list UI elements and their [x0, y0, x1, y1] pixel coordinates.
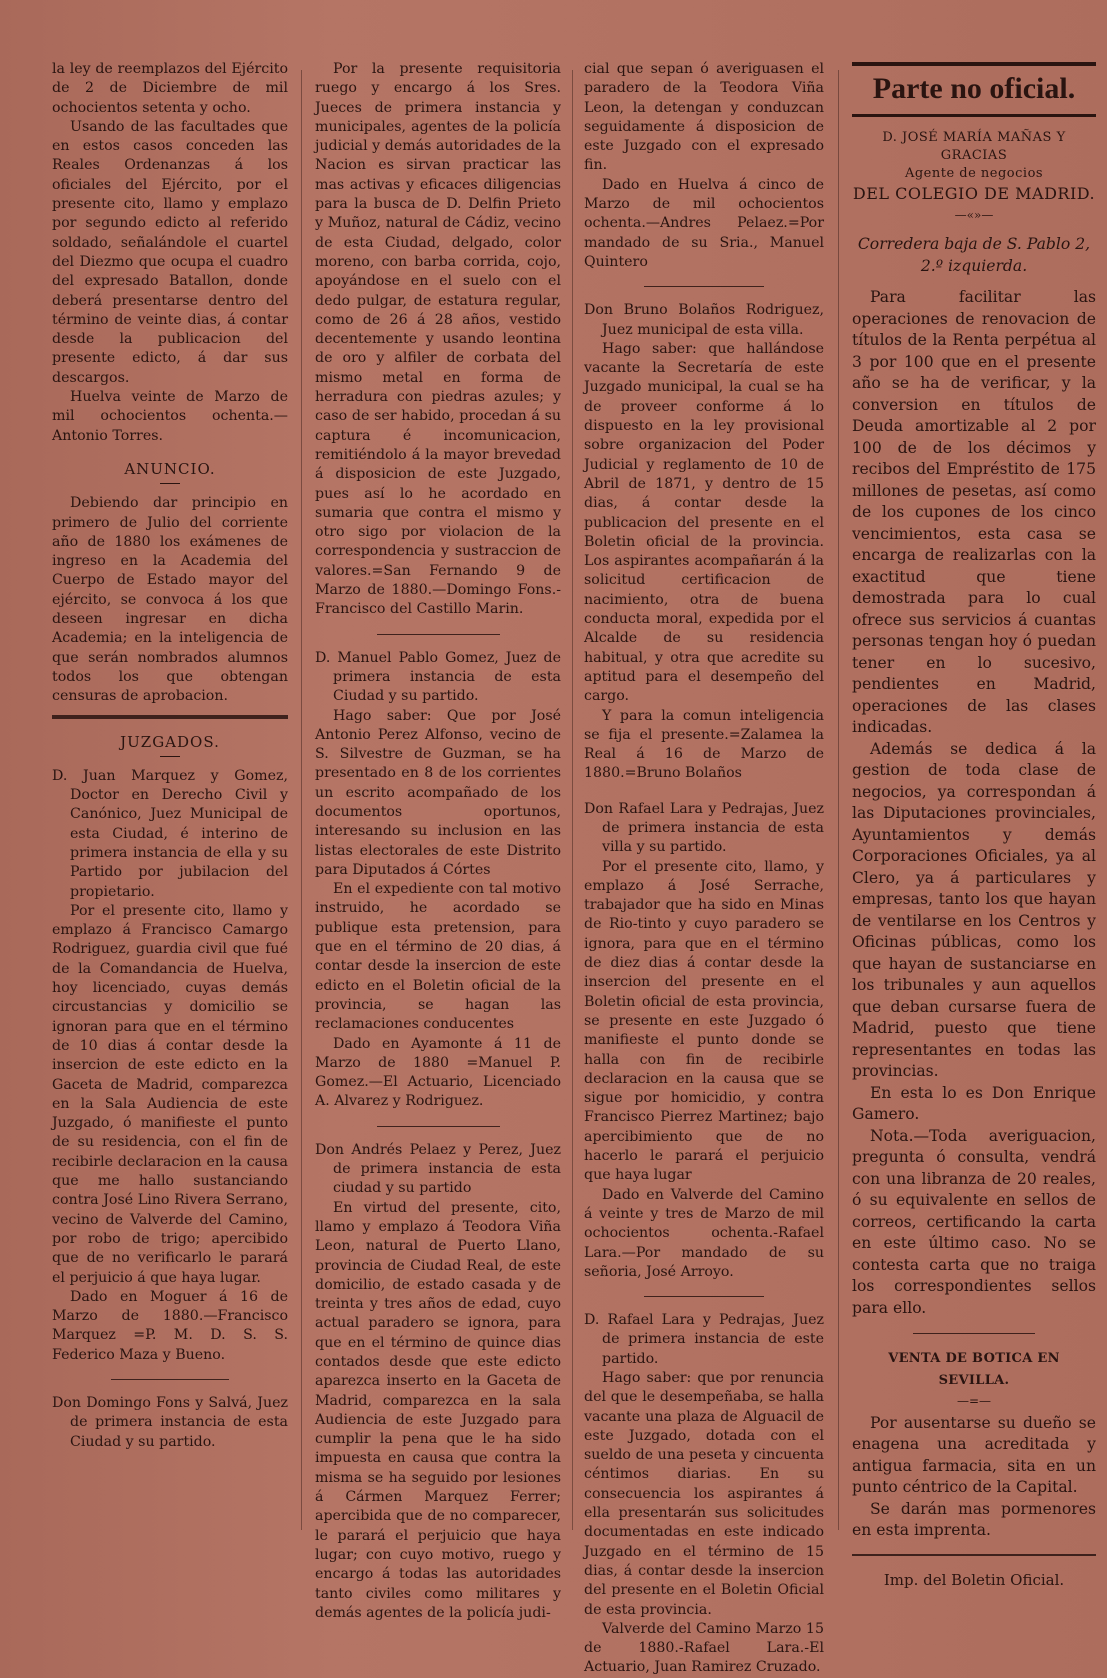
edict-header: Don Domingo Fons y Salvá, Juez de primera instancia de esta Ciudad y su partido. [52, 1395, 288, 1450]
edict-header: D. Rafael Lara y Pedrajas, Juez de primera instancia de este partido. [584, 1312, 824, 1367]
paragraph: Se darán mas pormenores en esta imprenta. [852, 1499, 1096, 1539]
agent-role: Agente de negocios [904, 166, 1044, 181]
divider [52, 715, 288, 719]
divider [377, 1126, 500, 1127]
section-heading-juzgados: JUZGADOS. [120, 732, 220, 751]
botica-heading: VENTA DE BOTICA EN SEVILLA. [888, 1351, 1060, 1388]
column-divider [838, 70, 839, 1530]
ornament: —«»— [954, 207, 994, 222]
divider [644, 1296, 764, 1297]
paragraph: Hago saber: Que por José Antonio Perez Alfonso, vecino de S. Silvestre de Guzman, se ha presentado en 8 de los corrientes un escrito acompañado de los documentos oportunos, interesando su inclusion en las listas electorales de este Distrito para Diputados á Córtes [315, 707, 561, 878]
paragraph: Dado en Ayamonte á 11 de Marzo de 1880 =Manuel P. Gomez.—El Actuario, Licenciado A. Alvarez y Rodriguez. [315, 1035, 561, 1110]
paragraph: Hago saber: que por renuncia del que le desempeñaba, se halla vacante una plaza de Alguacil de este Juzgado, dotada con el sueldo de una peseta y cincuenta céntimos diarias. En su consecuencia los aspirantes á ella presentarán sus solicitudes documentadas en este indicado Juzgado en el término de 15 dias, á contar desde la insercion del presente en el Boletin Oficial de esta provincia. [584, 1370, 824, 1618]
edict-header: Don Bruno Bolaños Rodriguez, Juez municipal de esta villa. [584, 302, 824, 338]
address: Corredera baja de S. Pablo 2, 2.º izquierda. [857, 235, 1091, 275]
section-heading-anuncio: ANUNCIO. [124, 459, 216, 478]
column-divider [572, 70, 573, 1530]
paragraph: Huelva veinte de Marzo de mil ochocientos ochenta.—Antonio Torres. [52, 389, 288, 444]
paragraph: En el expediente con tal motivo instruido, he acordado se publique esta pretension, para que en el término de 20 dias, á contar desde la insercion de este edicto en el Boletin oficial de la provincia, se hagan las reclamaciones conducentes [315, 881, 561, 1033]
agent-college: DEL COLEGIO DE MADRID. [852, 184, 1096, 203]
column-1 [52, 60, 288, 1452]
paragraph: Dado en Valverde del Camino á veinte y tres de Marzo de mil ochocientos ochenta.-Rafael Lara.—Por mandado de su señoria, José Arroyo. [584, 1186, 824, 1280]
paragraph: En virtud del presente, cito, llamo y emplazo á Teodora Viña Leon, natural de Puerto Llano, provincia de Ciudad Real, de este domicilio, de estado casada y de treinta y tres años de edad, cuyo actual paradero se ignora, para que en el término de quince dias contados desde que este edicto aparezca inserto en la Gaceta de Madrid, comparezca en la sala Audiencia de este Juzgado para cumplir la pena que le ha sido impuesta en causa que contra la misma se ha seguido por lesiones á Cármen Marquez Ferrer; apercibida que de no comparecer, le parará el perjuicio que haya lugar; con cuyo motivo, ruego y encargo á todas las autoridades tanto civiles como militares y demás agentes de la policía judi- [315, 1199, 561, 1621]
paragraph: Para facilitar las operaciones de renovacion de títulos de la Renta perpétua al 3 por 100 que en el presente año se ha de verificar, y la conversion en títulos de Deuda amortizable al 2 por 100 de de los décimos y recibos del Empréstito de 175 millones de pesetas, así como de los cupones de los cinco vencimientos, esta casa se encarga de realizarlas con la exactitud que tiene demostrada para lo cual ofrece sus servicios á cuantas personas tengan hoy ó puedan tener en lo sucesivo, pendientes en Madrid, operaciones de las clases indicadas. [852, 288, 1096, 736]
divider [111, 1379, 229, 1380]
edict-header: Don Andrés Pelaez y Perez, Juez de primera instancia de esta ciudad y su partido [315, 1141, 561, 1197]
paragraph: En esta lo es Don Enrique Gamero. [852, 1083, 1096, 1123]
divider [160, 756, 180, 757]
paragraph: Dado en Huelva á cinco de Marzo de mil ochocientos ochenta.—Andres Pelaez.=Por mandado de su Sria., Manuel Quintero [584, 176, 824, 270]
paragraph: Además se dedica á la gestion de toda clase de negocios, ya correspondan á las Diputaciones provinciales, Ayuntamientos y demás Corporaciones Oficiales, ya al Clero, ya á particulares y empresas, tanto los que hayan de ventilarse en los Centros y Oficinas públicas, como los que hayan de sustanciarse en los tribunales y aun aquellos que deban cursarse fuera de Madrid, puesto que tiene representantes en todas las provincias. [852, 739, 1096, 1080]
agent-name: D. JOSÉ MARÍA MAÑAS Y GRACIAS [882, 130, 1066, 163]
column-divider [301, 70, 302, 1530]
edict-header: Don Rafael Lara y Pedrajas, Juez de primera instancia de esta villa y su partido. [584, 800, 824, 856]
spacer [584, 784, 824, 800]
divider [160, 483, 180, 484]
paragraph: Usando de las facultades que en estos casos conceden las Reales Ordenanzas á los oficiales del Ejército, por el presente cito, llamo y emplazo por segundo edicto al referido soldado, señalándole el cuartel del Diezmo que ocupa el cuadro del expresado Batallon, donde deberá presentarse dentro del término de veinte dias, á contar desde la publicacion del presente edicto, á dar sus descargos. [52, 118, 288, 386]
paragraph: Nota.—Toda averiguacion, pregunta ó consulta, vendrá con una libranza de 20 reales, ó su equivalente en sellos de correos, certificando la carta en este último caso. No se contesta carta que no traiga los correspondientes sellos para ello. [852, 1126, 1096, 1317]
paragraph: Y para la comun inteligencia se fija el presente.=Zalamea la Real á 16 de Marzo de 1880.=Bruno Bolaños [584, 707, 824, 782]
ornament: —=— [956, 1394, 992, 1408]
column-3 [584, 60, 824, 1678]
page-section-title: Parte no oficial. [872, 72, 1076, 105]
paragraph: la ley de reemplazos del Ejército de 2 de Diciembre de mil ochocientos setenta y ocho. [52, 61, 288, 116]
paragraph: Por ausentarse su dueño se enagena una acreditada y antigua farmacia, sita en un punto céntrico de la Capital. [852, 1413, 1096, 1496]
paragraph: Valverde del Camino Marzo 15 de 1880.-Rafael Lara.-El Actuario, Juan Ramirez Cruzado. [584, 1620, 824, 1676]
paragraph: cial que sepan ó averiguasen el paradero de la Teodora Viña Leon, la detengan y conduzcan seguidamente á disposicion de este Juzgado con el expresado fin. [584, 61, 824, 174]
paragraph: Debiendo dar principio en primero de Julio del corriente año de 1880 los exámenes de ingreso en la Academia del Cuerpo de Estado mayor del ejército, se convoca á los que deseen ingresar en dicha Academia; en la inteligencia de que serán nombrados alumnos todos los que obtengan censuras de aprobacion. [52, 495, 288, 705]
divider [377, 634, 500, 635]
edict-header: D. Juan Marquez y Gomez, Doctor en Derecho Civil y Canónico, Juez Municipal de esta Ciudad, é interino de primera instancia de ella y su Partido por jubilacion del propietario. [52, 767, 288, 900]
divider [913, 1333, 1035, 1334]
edict-header: D. Manuel Pablo Gomez, Juez de primera instancia de esta Ciudad y su partido. [315, 649, 561, 705]
paragraph: Por el presente cito, llamo, y emplazo á José Serrache, trabajador que ha sido en Minas de Rio-tinto y cuyo paradero se ignora, para que en el término de diez dias á contar desde la insercion del presente en el Boletin oficial de esta provincia, se presente en este Juzgado ó manifieste el punto donde se halla con fin de recibirle declaracion en la causa que se sigue por homicidio, y contra Francisco Pierrez Martinez; bajo apercibimiento que de no hacerlo le parará el perjuicio que haya lugar [584, 858, 824, 1184]
divider [644, 286, 764, 287]
section-title-box [852, 62, 1096, 117]
printer-imprint: Imp. del Boletin Oficial. [883, 1570, 1065, 1589]
column-2 [315, 60, 561, 1623]
paragraph: Por el presente cito, llamo y emplazo á Francisco Camargo Rodriguez, guardia civil que fué de la Comandancia de Huelva, hoy licenciado, cuyas demás circustancias y domicilio se ignoran para que en el término de 10 dias á contar desde la insercion de este edicto en la Gaceta de Madrid, comparezca en la Sala Audiencia de este Juzgado, ó manifieste el punto de su residencia, con el fin de recibirle declaracion en la causa que me hallo sustanciando contra José Lino Rivera Serrano, vecino de Valverde del Camino, por robo de trigo; apercibido que de no verificarlo le parará el perjuicio á que haya lugar. [52, 902, 288, 1286]
paragraph: Hago saber: que hallándose vacante la Secretaría de este Juzgado municipal, la cual se ha de proveer conforme á lo dispuesto en la ley provisional sobre organizacion del Poder Judicial y reglamento de 10 de Abril de 1871, y dentro de 15 dias, á contar desde la publicacion del presente en el Boletin oficial de la provincia. Los aspirantes acompañarán á la solicitud certificacion de nacimiento, otra de buena conducta moral, expedida por el Alcalde de su residencia habitual, y otra que acredite su aptitud para el desempeño del cargo. [584, 340, 824, 705]
paragraph: Dado en Moguer á 16 de Marzo de 1880.—Francisco Marquez =P. M. D. S. S. Federico Maza y Bueno. [52, 1288, 288, 1363]
divider [852, 1554, 1096, 1556]
paragraph: Por la presente requisitoria ruego y encargo á los Sres. Jueces de primera instancia y municipales, agentes de la policía judicial y demás autoridades de la Nacion es sirvan practicar las mas activas y eficaces diligencias para la busca de D. Delfin Prieto y Muñoz, natural de Cádiz, vecino de esta Ciudad, delgado, color moreno, con barba corrida, cojo, apoyándose en el suelo con el dedo pulgar, de estatura regular, como de 26 á 28 años, vestido decentemente y usando leontina de oro y alfiler de corbata del mismo metal en forma de herradura con piedras azules; y caso de ser habido, procedan á su captura é incomunicacion, remitiéndolo á la mayor brevedad á disposicion de este Juzgado, pues así lo he acordado en sumaria que contra el mismo y otro sigo por violacion de la correspondencia y sustraccion de valores.=San Fernando 9 de Marzo de 1880.—Domingo Fons.-Francisco del Castillo Marin. [315, 61, 561, 618]
column-4 [852, 60, 1096, 1591]
